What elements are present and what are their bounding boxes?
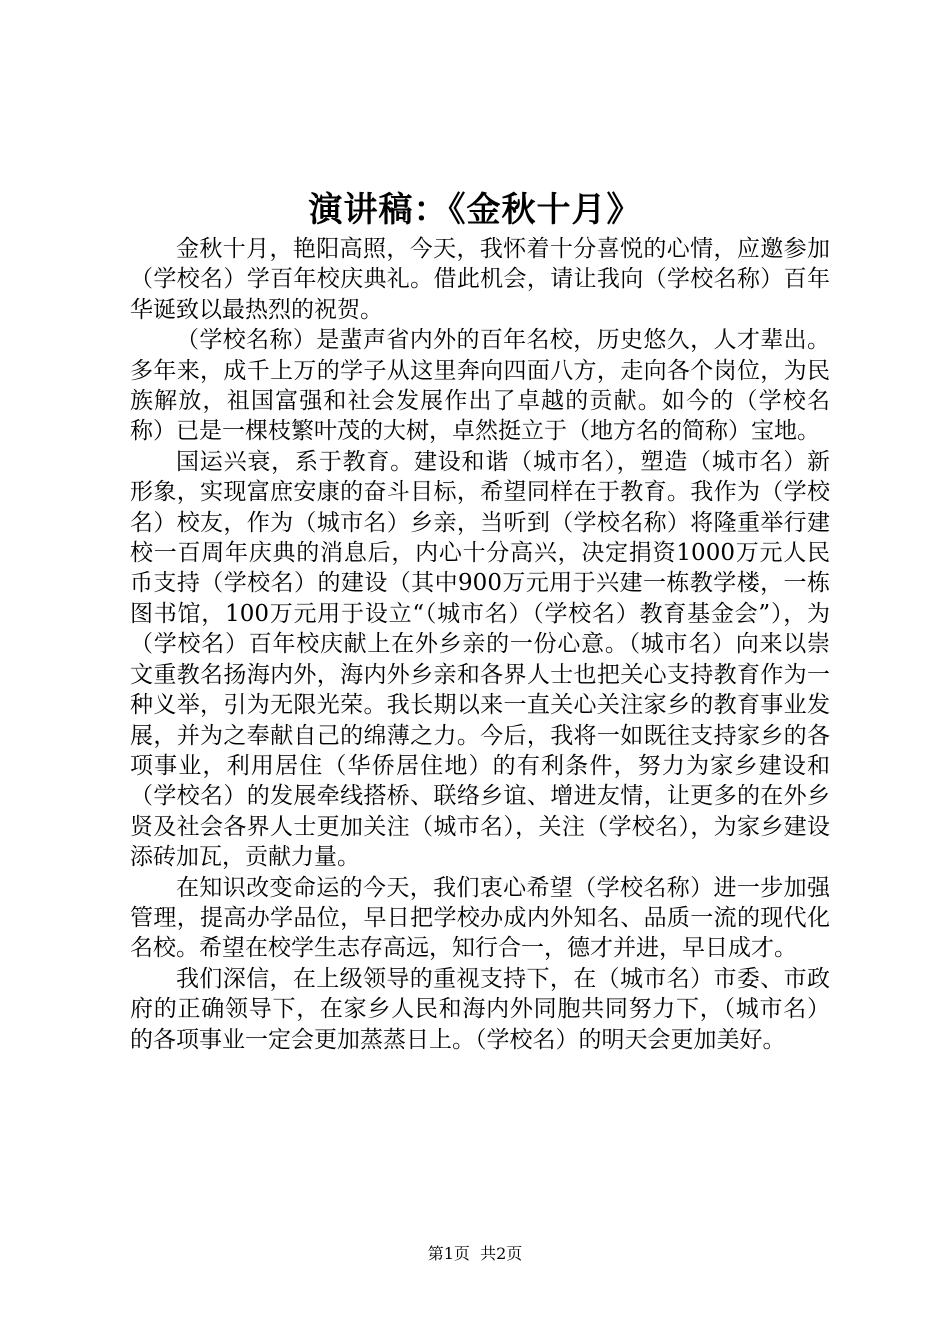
paragraph-4: 在知识改变命运的今天，我们衷心希望（学校名称）进一步加强管理，提高办学品位，早日把学校办成内外知名、品质一流的现代化名校。希望在校学生志存高远，知行合一，德才并进，早日成才。 — [130, 874, 830, 962]
document-title: 演讲稿：《金秋十月》 — [308, 190, 642, 230]
page-number-total: 共2页 — [480, 1244, 523, 1263]
paragraph-2: （学校名称）是蜚声省内外的百年名校，历史悠久，人才辈出。多年来，成千上万的学子从这里奔向四面八方，走向各个岗位，为民族解放，祖国富强和社会发展作出了卓越的贡献。如今的（学校名称）已是一棵枝繁叶茂的大树，卓然挺立于（地方名的简称）宝地。 — [130, 327, 830, 445]
paragraph-3: 国运兴衰，系于教育。建设和谐（城市名），塑造（城市名）新形象，实现富庶安康的奋斗目标，希望同样在于教育。我作为（学校名）校友，作为（城市名）乡亲，当听到（学校名称）将隆重举行建校一百周年庆典的消息后，内心十分高兴，决定捐资1000万元人民币支持（学校名）的建设（其中900万元用于兴建一栋教学楼，一栋图书馆，100万元用于设立“（城市名）（学校名）教育基金会”），为（学校名）百年校庆献上在外乡亲的一份心意。（城市名）向来以崇文重教名扬海内外，海内外乡亲和各界人士也把关心支持教育作为一种义举，引为无限光荣。我长期以来一直关心关注家乡的教育事业发展，并为之奉献自己的绵薄之力。今后，我将一如既往支持家乡的各项事业，利用居住（华侨居住地）的有利条件，努力为家乡建设和（学校名）的发展牵线搭桥、联络乡谊、增进友情，让更多的在外乡贤及社会各界人士更加关注（城市名），关注（学校名），为家乡建设添砖加瓦，贡献力量。 — [130, 448, 830, 871]
paragraph-1: 金秋十月，艳阳高照，今天，我怀着十分喜悦的心情，应邀参加（学校名）学百年校庆典礼。借此机会，请让我向（学校名称）百年华诞致以最热烈的祝贺。 — [130, 236, 830, 323]
footer-separator — [470, 1244, 480, 1263]
paragraph-5: 我们深信，在上级领导的重视支持下，在（城市名）市委、市政府的正确领导下，在家乡人民和海内外同胞共同努力下，（城市名）的各项事业一定会更加蒸蒸日上。（学校名）的明天会更加美好。 — [130, 965, 830, 1053]
page-footer — [0, 1242, 950, 1266]
document-body — [130, 234, 830, 1055]
page-number-current: 第1页 — [427, 1244, 470, 1263]
